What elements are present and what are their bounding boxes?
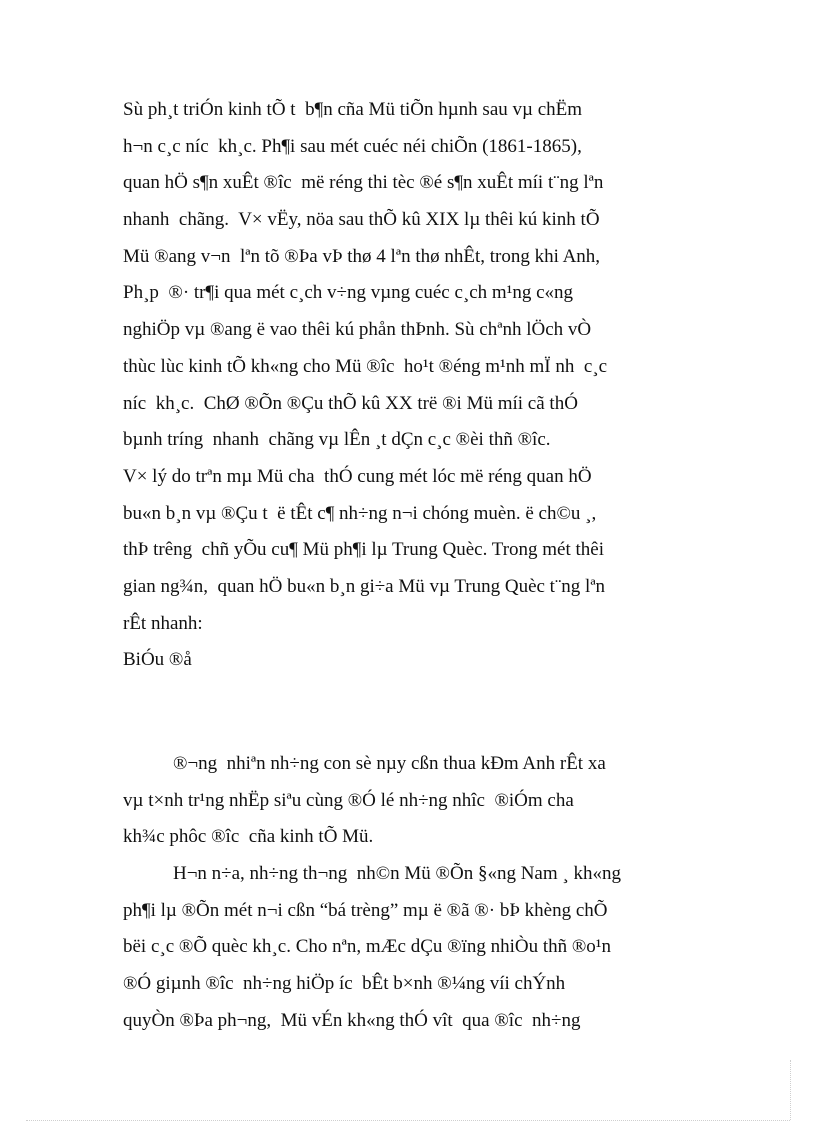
text-line: thÞ trêng chñ yÕu cu¶ Mü ph¶i lµ Trung Quèc. Trong mét thêi <box>123 539 605 561</box>
text-line: vµ t×nh tr¹ng nhËp siªu cùng ®Ó lé nh÷ng nhîc ®iÓm cha <box>123 789 574 811</box>
text-line: Sù ph¸t triÓn kinh tÕ t b¶n cña Mü tiÕn hµnh sau vµ chËm <box>123 99 583 120</box>
text-line: quyÒn ®Þa ph¬ng, Mü vÉn kh«ng thÓ vît qua ®îc nh÷ng <box>123 1009 581 1031</box>
text-line: ph¶i lµ ®Õn mét n¬i cßn “bá trèng” mµ ë ®ã ®· bÞ khèng chÕ <box>123 899 608 921</box>
figure-gap <box>123 679 723 746</box>
text-line: nghiÖp vµ ®ang ë vao thêi kú phån thÞnh. Sù chªnh lÖch vÒ <box>123 319 592 341</box>
text-line: bëi c¸c ®Õ quèc kh¸c. Cho nªn, mÆc dÇu ®ïng nhiÒu thñ ®o¹n <box>123 936 612 958</box>
paragraph-1 <box>123 92 723 642</box>
text-line: V× lý do trªn mµ Mü cha thÓ cung mét lóc më réng quan hÖ <box>123 465 592 487</box>
paragraph-3 <box>123 856 723 1039</box>
text-line: Mü ®ang v¬n lªn tõ ®Þa vÞ thø 4 lªn thø nhÊt, trong khi Anh, <box>123 245 601 267</box>
text-line: ®Ó giµnh ®îc nh÷ng hiÖp íc bÊt b×nh ®¼ng víi chÝnh <box>123 973 566 995</box>
text-line: quan hÖ s¶n xuÊt ®îc më réng thi tèc ®é s¶n xuÊt míi t¨ng lªn <box>123 172 604 194</box>
text-line: gian ng¾n, quan hÖ bu«n b¸n gi÷a Mü vµ Trung Quèc t¨ng lªn <box>123 575 606 597</box>
page-corner-divider <box>790 1060 791 1120</box>
figure-label: BiÓu ®å <box>123 649 192 671</box>
text-line: H¬n n÷a, nh÷ng th¬ng nh©n Mü ®Õn §«ng Nam ¸ kh«ng <box>173 863 621 885</box>
text-line: níc kh¸c. ChØ ®Õn ®Çu thÕ kû XX trë ®i Mü míi cã thÓ <box>123 392 578 414</box>
paragraph-2 <box>123 746 723 856</box>
text-line: bu«n b¸n vµ ®Çu t ë tÊt c¶ nh÷ng n¬i chóng muèn. ë ch©u ¸, <box>123 502 597 524</box>
text-line: Ph¸p ®· tr¶i qua mét c¸ch v÷ng vµng cuéc c¸ch m¹ng c«ng <box>123 282 574 304</box>
text-line: kh¾c phôc ®îc cña kinh tÕ Mü. <box>123 826 374 848</box>
text-line: bµnh tríng nhanh chãng vµ lÊn ¸t dÇn c¸c ®èi thñ ®îc. <box>123 429 551 451</box>
text-line: ®¬ng nhiªn nh÷ng con sè nµy cßn thua kÐm Anh rÊt xa <box>173 753 606 774</box>
document-body <box>123 92 723 1040</box>
text-line: thùc lùc kinh tÕ kh«ng cho Mü ®îc ho¹t ®éng m¹nh mÏ nh c¸c <box>123 355 608 377</box>
text-line: h¬n c¸c níc kh¸c. Ph¶i sau mét cuéc néi chiÕn (1861-1865), <box>123 135 582 157</box>
text-line: rÊt nhanh: <box>123 612 203 634</box>
text-line: nhanh chãng. V× vËy, nöa sau thÕ kû XIX lµ thêi kú kinh tÕ <box>123 209 600 231</box>
page-bottom-divider <box>26 1120 790 1121</box>
